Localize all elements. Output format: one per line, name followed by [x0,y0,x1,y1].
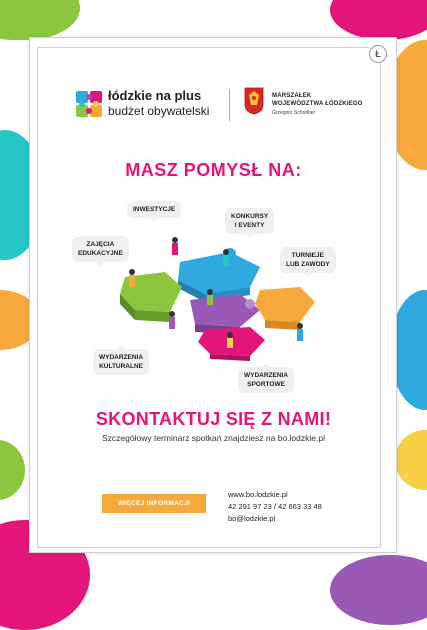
idea-bubble-inwestycje [127,201,181,218]
phone-numbers: 42 291 97 23 / 42 663 33 48 [228,502,322,511]
idea-label: I EVENTY [234,222,265,229]
idea-label: SPORTOWE [247,381,285,388]
background-blob-pink-top [330,0,427,40]
idea-label: EDUKACYJNE [78,250,123,257]
marshal-office: WOJEWÓDZTWA ŁÓDZKIEGO [272,101,363,107]
header-divider [229,89,230,121]
puzzle-illustration [110,232,330,362]
logo-subtitle: budżet obywatelski [108,104,210,118]
idea-label: TURNIEJE [291,252,324,259]
idea-label: WYDARZENIA [244,372,289,379]
background-blob-purple [330,555,427,625]
contact-headline: SKONTAKTUJ SIĘ Z NAMI! [95,409,332,429]
background-blob-green [0,0,80,40]
background-blob-green-bottom [0,440,25,500]
idea-label: KONKURSY [231,213,269,220]
idea-label: LUB ZAWODY [286,261,330,268]
idea-label: KULTURALNE [99,363,143,370]
budget-logo [75,86,225,122]
marshal-name: Grzegorz Schreiber [272,110,316,116]
idea-label: ZAJĘCIA [86,241,115,248]
more-info-button[interactable]: WIĘCEJ INFORMACJI [102,494,206,513]
voivodeship-crest-icon [244,87,264,115]
puzzle-logo-icon [75,90,103,118]
idea-bubble-konkursy [225,208,274,234]
corner-logo-badge: Ł [369,45,387,63]
idea-label: WYDARZENIA [99,354,144,361]
website-link[interactable]: www.bo.lodzkie.pl [228,490,288,499]
contact-subtitle: Szczegółowy terminarz spotkań znajdziesz na bo.lodzkie.pl [101,433,325,443]
idea-bubble-wydarzenia-sportowe [238,367,294,393]
headline: MASZ POMYSŁ NA: [125,160,302,180]
email-link[interactable]: bo@lodzkie.pl [228,514,276,523]
logo-title: łódzkie na plus [108,88,202,103]
marshal-title: MARSZAŁEK [272,93,312,99]
idea-label: INWESTYCJE [133,206,176,213]
